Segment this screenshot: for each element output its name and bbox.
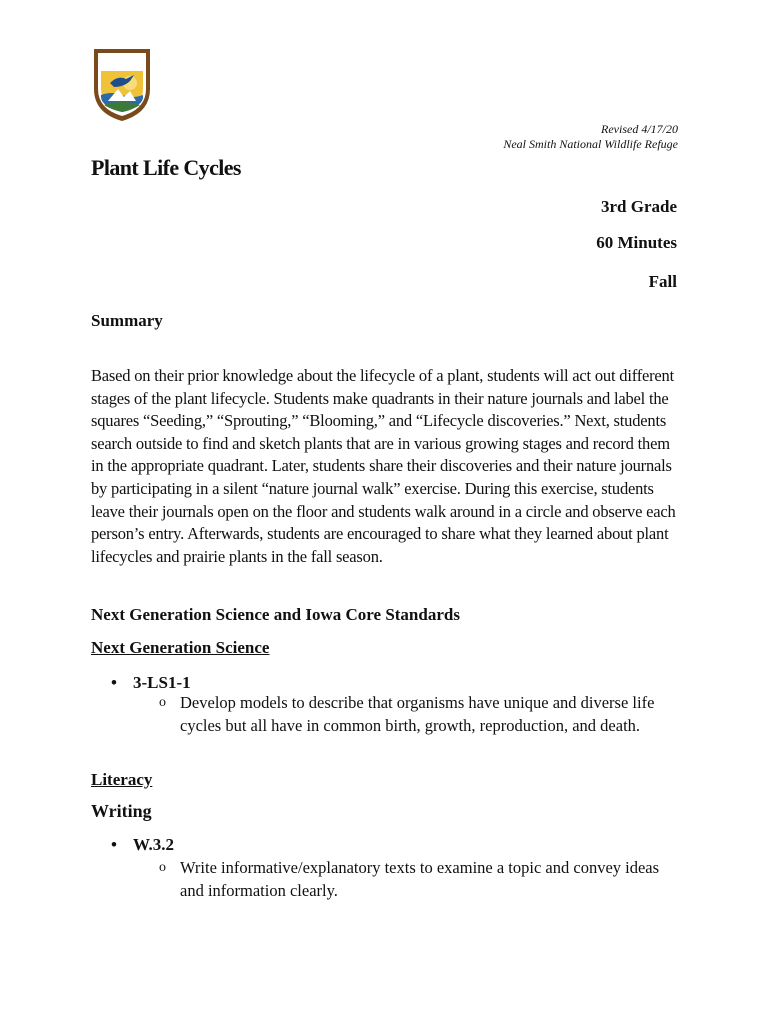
page-title: Plant Life Cycles: [91, 155, 241, 180]
bullet-icon: •: [111, 673, 117, 692]
sub-bullet-icon: o: [159, 860, 166, 875]
lesson-duration: 60 Minutes: [596, 233, 677, 252]
writing-heading: Writing: [91, 801, 152, 821]
writing-standard-description: Write informative/explanatory texts to examine a topic and convey ideas and information clearly.: [180, 858, 660, 900]
revised-date: Revised 4/17/20: [601, 122, 678, 136]
summary-paragraph: Based on their prior knowledge about the lifecycle of a plant, students will act out different stages of the plant lifecycle. Students make quadrants in their nature journals and label the squares “Seeding,” “Sprouting,” “Blooming,” and “Lifecycle discoveries.” Next, students search outside to find and sketch plants that are in various growing stages and record them in the appropriate quadrant. Later, students share their discoveries and their nature journals by participating in a silent “nature journal walk” exercise. During this exercise, students leave their journals open on the floor and students walk around in a circle and observe each person’s entry. Afterwards, students are encouraged to share what they learned about plant lifecycles and prairie plants in the fall season.: [91, 366, 676, 566]
revision-info: [503, 122, 678, 152]
sub-bullet-icon: o: [159, 695, 166, 710]
standards-heading: Next Generation Science and Iowa Core Standards: [91, 605, 460, 624]
literacy-heading: Literacy: [91, 770, 153, 789]
ngs-standard-code: 3-LS1-1: [133, 673, 191, 692]
refuge-name: Neal Smith National Wildlife Refuge: [503, 137, 678, 151]
ngs-heading: Next Generation Science: [91, 638, 270, 657]
lesson-season: Fall: [648, 272, 677, 291]
usfws-shield-logo-icon: [90, 45, 154, 123]
bullet-icon: •: [111, 835, 117, 854]
grade-level: 3rd Grade: [600, 197, 677, 216]
writing-standard-code: W.3.2: [133, 835, 174, 854]
usfws-shield-logo-graphic: [90, 45, 154, 123]
ngs-standard-description: Develop models to describe that organisms have unique and diverse life cycles but all have in common birth, growth, reproduction, and death.: [180, 693, 655, 735]
summary-heading: Summary: [91, 311, 163, 330]
